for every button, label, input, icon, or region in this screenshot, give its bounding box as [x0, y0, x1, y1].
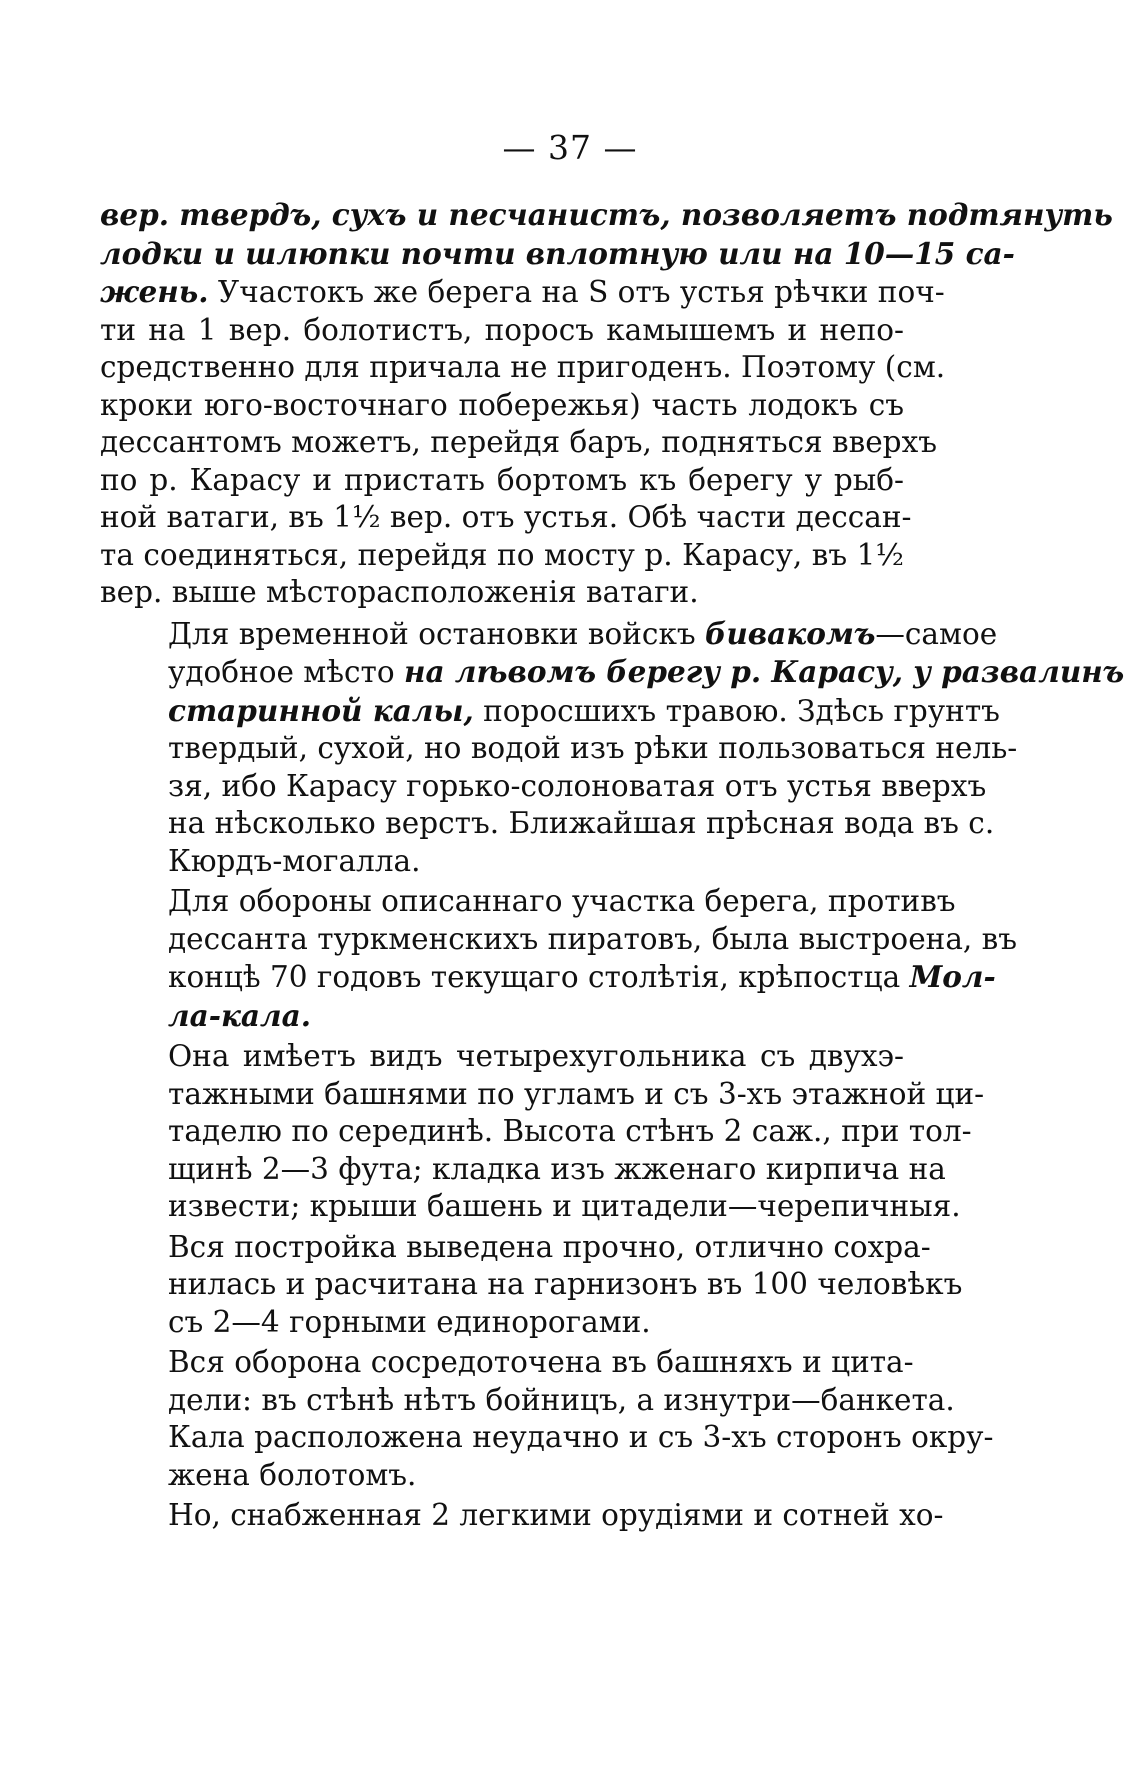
text-segment: Для обороны описаннаго участка берега, противъ: [168, 884, 956, 918]
text-line: [100, 273, 945, 312]
text-segment: извести; крыши башень и цитадели—черепичныя.: [168, 1189, 961, 1223]
text-line: [100, 1497, 944, 1535]
text-segment: —самое: [875, 616, 998, 651]
text-line: [100, 349, 946, 387]
text-segment: Кюрдъ-могалла.: [168, 843, 421, 878]
text-line: [100, 387, 904, 425]
text-line: [100, 1304, 904, 1342]
text-line: [100, 499, 912, 537]
text-line: [100, 1344, 914, 1382]
text-segment: поросшихъ травою. Здѣсь грунтъ: [473, 693, 1000, 728]
text-segment: таделю по серединѣ. Высота стѣнъ 2 саж., при тол-: [168, 1114, 972, 1148]
text-line: [100, 997, 904, 1036]
text-line: [100, 1076, 985, 1114]
text-segment: дессантомъ можетъ, перейдя баръ, подняться вверхъ: [100, 425, 937, 459]
text-segment: ти на 1 вер. болотистъ, поросъ камышемъ и непо-: [100, 312, 904, 347]
text-segment: Вся оборона сосредоточена въ башняхъ и цита-: [168, 1345, 914, 1379]
text-segment: съ 2—4 горными единорогами.: [168, 1304, 651, 1339]
text-segment: твердый, сухой, но водой изъ рѣки пользоваться нель-: [168, 731, 1018, 765]
text-segment: кроки юго-восточнаго побережья) часть лодокъ съ: [100, 387, 904, 422]
text-line: [100, 1266, 963, 1304]
text-line: [100, 615, 998, 654]
text-line: [100, 196, 1113, 235]
paragraph: [100, 196, 1113, 612]
text-line: [100, 1113, 972, 1151]
text-segment: Участокъ же берега на S отъ устья рѣчки поч-: [208, 275, 945, 309]
page-number: — 37 —: [502, 128, 638, 167]
text-segment: средственно для причала не пригоденъ. Поэтому (см.: [100, 350, 946, 384]
text-line: [100, 843, 904, 881]
text-line: [100, 574, 904, 612]
text-segment: Она имѣетъ видъ четырехугольника съ двухэ-: [168, 1039, 904, 1073]
text-line: [100, 730, 1018, 768]
text-segment: Для временной остановки войскъ: [168, 616, 706, 651]
italic-text: ла-кала.: [168, 997, 312, 1033]
text-segment: ной ватаги, въ 1½ вер. отъ устья. Обѣ части дессан-: [100, 500, 912, 534]
text-line: [100, 805, 995, 843]
text-segment: дессанта туркменскихъ пиратовъ, была выстроена, въ: [168, 921, 1018, 956]
italic-text: бивакомъ: [705, 615, 876, 651]
text-line: [100, 1188, 961, 1226]
paragraph: [100, 1497, 944, 1535]
text-segment: жена болотомъ.: [168, 1457, 417, 1492]
text-line: [100, 653, 1125, 692]
text-line: [100, 424, 937, 462]
paragraph: [100, 1038, 985, 1226]
text-segment: та соединяться, перейдя по мосту р. Карасу, въ 1½: [100, 537, 904, 572]
text-line: [100, 1382, 955, 1420]
text-segment: дели: въ стѣнѣ нѣтъ бойницъ, а изнутри—банкета.: [168, 1382, 955, 1417]
italic-text: старинной калы,: [168, 692, 474, 728]
text-segment: щинѣ 2—3 фута; кладка изъ жженаго кирпича на: [168, 1151, 946, 1186]
text-segment: Но, снабженная 2 легкими орудіями и сотней хо-: [168, 1498, 944, 1532]
text-line: [100, 235, 1015, 274]
paragraph: [100, 1344, 994, 1494]
text-segment: по р. Карасу и пристать бортомъ къ берегу у рыб-: [100, 462, 904, 497]
italic-text: на лѣвомъ берегу р. Карасу, у развалинъ: [404, 654, 1125, 689]
paragraph: [100, 1229, 963, 1342]
text-line: [100, 692, 1000, 731]
italic-text: Мол-: [909, 959, 996, 994]
text-line: [100, 537, 904, 575]
text-segment: нилась и расчитана на гарнизонъ въ 100 человѣкъ: [168, 1267, 963, 1301]
text-segment: тажными башнями по угламъ и съ 3-хъ этажной ци-: [168, 1076, 985, 1111]
text-line: [100, 883, 956, 921]
text-segment: концѣ 70 годовъ текущаго столѣтія, крѣпостца: [168, 960, 910, 994]
text-line: [100, 768, 987, 806]
text-segment: зя, ибо Карасу горько-солоноватая отъ устья вверхъ: [168, 768, 987, 803]
text-line: [100, 312, 904, 350]
text-line: [100, 1151, 946, 1189]
text-segment: удобное мѣсто: [168, 655, 405, 689]
text-line: [100, 462, 904, 500]
text-line: [100, 1229, 931, 1267]
body-text: [100, 196, 1125, 1535]
text-segment: Кала расположена неудачно и съ 3-хъ сторонъ окру-: [168, 1420, 994, 1454]
text-line: [100, 1419, 994, 1457]
text-line: [100, 1457, 904, 1495]
text-line: [100, 1038, 904, 1076]
text-line: [100, 921, 1018, 959]
text-segment: Вся постройка выведена прочно, отлично сохра-: [168, 1229, 931, 1264]
italic-text: лодки и шлюпки почти вплотную или на 10—15 са-: [100, 235, 1015, 271]
text-segment: на нѣсколько верстъ. Ближайшая прѣсная вода въ с.: [168, 806, 995, 840]
text-line: [100, 958, 996, 997]
italic-text: жень.: [100, 274, 209, 309]
paragraph: [100, 883, 1018, 1035]
paragraph: [100, 615, 1125, 881]
italic-text: вер. твердъ, сухъ и песчанистъ, позволяетъ подтянуть: [100, 197, 1113, 232]
text-segment: вер. выше мѣсторасположенія ватаги.: [100, 575, 699, 609]
